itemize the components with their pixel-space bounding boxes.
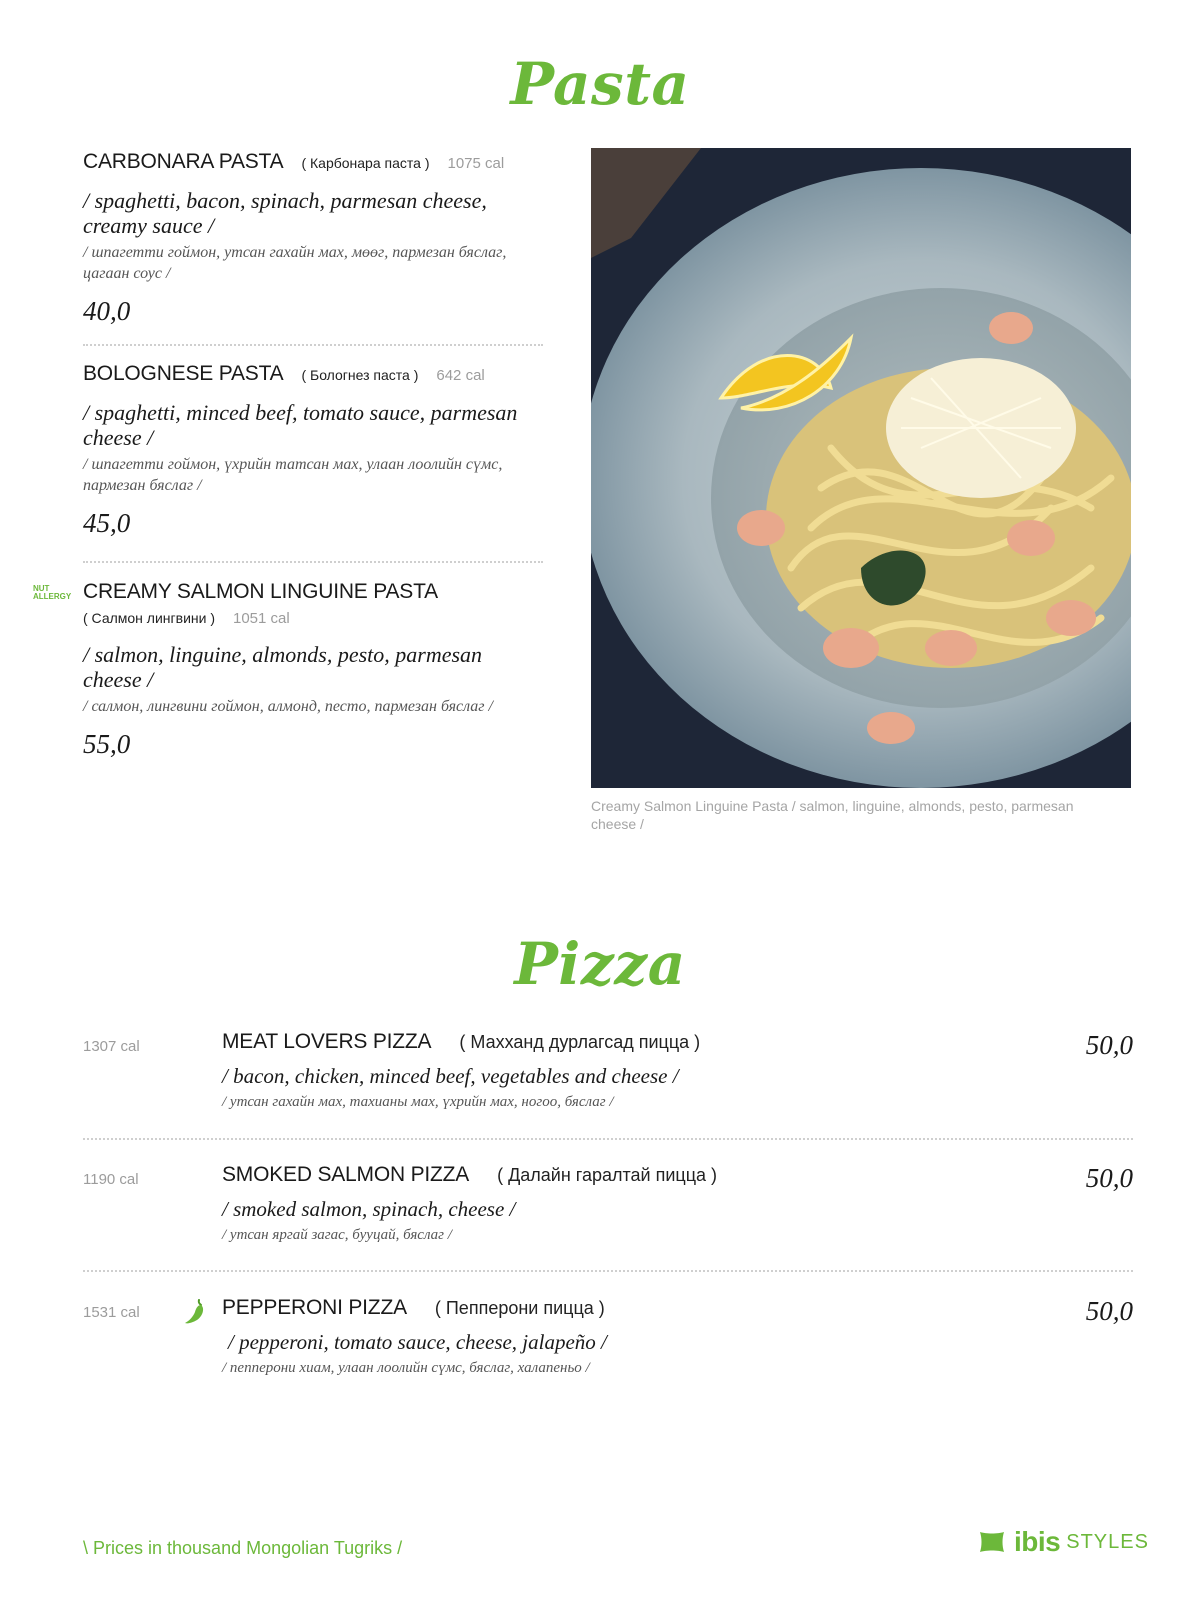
logo-text-ibis: ibis [1014,1526,1061,1557]
item-local-name: ( Махханд дурлагсад пицца ) [459,1032,701,1052]
menu-item-meat-lovers [83,1030,1133,1140]
item-price: 40,0 [83,296,131,326]
item-name: BOLOGNESE PASTA [83,362,284,385]
menu-item-carbonara [83,150,543,327]
item-description-local: / шпагетти гоймон, утсан гахайн мах, мөөг, пармезан бяслаг, цагаан соус / [83,244,507,282]
item-calories: 1051 cal [233,610,290,627]
item-price: 50,0 [1085,1163,1133,1193]
item-local-name: ( Далайн гаралтай пицца ) [497,1165,718,1185]
item-name: MEAT LOVERS PIZZA [222,1030,432,1053]
item-price: 45,0 [83,508,131,538]
item-calories: 1307 cal [83,1038,140,1055]
menu-item-smoked-salmon [83,1163,1133,1273]
item-name: PEPPERONI PIZZA [222,1296,407,1319]
item-local-name: ( Карбонара паста ) [301,155,430,171]
chili-pepper-icon [183,1298,207,1326]
divider [83,344,543,346]
menu-item-pepperoni [83,1296,1133,1406]
item-description-local: / утсан гахайн мах, тахианы мах, үхрийн мах, ногоо, бяслаг / [222,1094,614,1110]
item-description-en: / pepperoni, tomato sauce, cheese, jalapeño / [228,1330,607,1354]
item-local-name: ( Пепперони пицца ) [434,1298,605,1318]
item-name: CARBONARA PASTA [83,150,284,173]
item-description-en: / spaghetti, minced beef, tomato sauce, parmesan cheese / [83,400,518,450]
menu-item-creamy-salmon [83,580,543,760]
pasta-plate-illustration [591,148,1131,788]
photo-caption: Creamy Salmon Linguine Pasta / salmon, linguine, almonds, pesto, parmesan cheese / [591,798,1074,832]
pasta-section-title: Pasta [510,50,690,118]
item-calories: 1190 cal [83,1171,139,1188]
item-description-en: / bacon, chicken, minced beef, vegetables and cheese / [222,1064,679,1088]
item-description-en: / smoked salmon, spinach, cheese / [222,1197,516,1221]
item-price: 55,0 [83,729,131,759]
item-description-local: / шпагетти гоймон, үхрийн татсан мах, улаан лоолийн сүмс, пармезан бяслаг / [83,456,503,494]
pasta-photo [591,148,1131,788]
item-description-local: / утсан яргай загас, бууцай, бяслаг / [222,1227,452,1243]
item-name: SMOKED SALMON PIZZA [222,1163,470,1186]
menu-item-bolognese [83,362,543,539]
item-calories: 1531 cal [83,1304,140,1321]
divider [83,561,543,563]
item-name: CREAMY SALMON LINGUINE PASTA [83,580,438,603]
divider [83,1270,1133,1272]
item-calories: 1075 cal [447,155,505,172]
item-local-name: ( Салмон лингвини ) [83,610,215,626]
item-description-en: / spaghetti, bacon, spinach, parmesan cheese, creamy sauce / [83,188,487,238]
logo-text-styles: STYLES [1066,1530,1149,1553]
item-calories: 642 cal [436,367,485,384]
badge-line: ALLERGY [33,592,72,601]
nut-allergy-badge [33,585,71,601]
ibis-leaf-icon [978,1528,1006,1556]
prices-note: \ Prices in thousand Mongolian Tugriks / [83,1538,403,1558]
divider [83,1138,1133,1140]
item-description-en: / salmon, linguine, almonds, pesto, parmesan cheese / [83,642,483,692]
item-price: 50,0 [1085,1296,1133,1326]
item-local-name: ( Бологнез паста ) [301,367,419,383]
item-description-local: / пепперони хиам, улаан лоолийн сүмс, бяслаг, халапеньо / [222,1360,590,1376]
item-description-local: / салмон, лингвини гоймон, алмонд, песто, пармезан бяслаг / [83,698,493,715]
ibis-styles-logo [978,1526,1149,1558]
badge-line: NUT [33,584,50,593]
pizza-section-title: Pizza [514,930,686,998]
item-price: 50,0 [1085,1030,1133,1060]
